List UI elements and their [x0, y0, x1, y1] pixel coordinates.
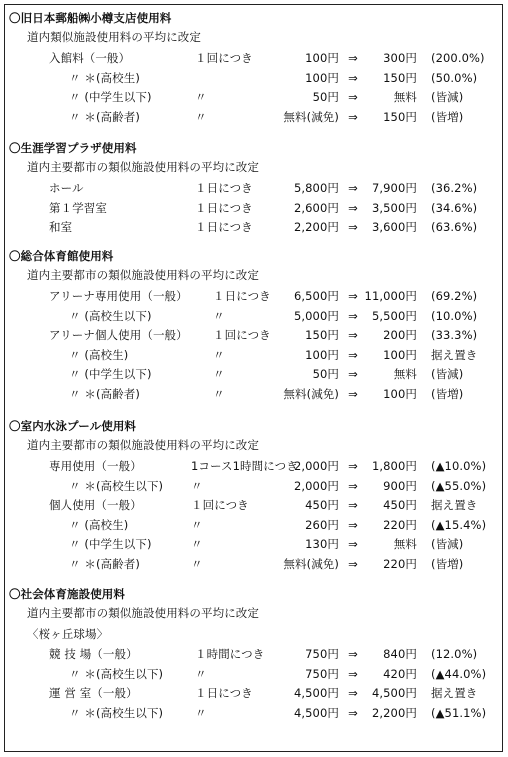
arrow-icon: ⇒: [348, 478, 358, 493]
arrow-icon: ⇒: [348, 289, 358, 303]
fee-category: 〃 ＊(高齢者): [69, 387, 140, 401]
change-rate: (10.0%): [431, 308, 478, 323]
section-subtitle: 道内類似施設使用料の平均に改定: [27, 30, 201, 44]
fee-revised: 840円: [383, 647, 417, 661]
fee-unit: １回につき: [191, 498, 249, 513]
fee-row: [5, 557, 502, 573]
arrow-icon: ⇒: [348, 459, 358, 473]
fee-category: 運 営 室（一般）: [49, 686, 138, 701]
fee-unit: 〃: [195, 705, 207, 720]
fee-category: 〃 ＊(高校生以下): [69, 705, 164, 720]
arrow-icon: ⇒: [348, 537, 358, 552]
section-subtitle: 道内主要都市の類似施設使用料の平均に改定: [27, 160, 259, 174]
fee-unit: 〃: [191, 537, 203, 552]
fee-unit: 〃: [213, 367, 225, 382]
change-rate: (皆減): [431, 537, 464, 552]
fee-current: 260円: [305, 517, 339, 532]
fee-current: 無料(減免): [283, 109, 339, 124]
fee-revised: 1,800円: [371, 459, 417, 473]
section-title: 〇社会体育施設使用料: [9, 587, 125, 601]
change-rate: (200.0%): [431, 51, 485, 65]
arrow-icon: ⇒: [348, 647, 358, 661]
fee-category: 競 技 場（一般）: [49, 647, 138, 661]
fee-current: 5,000円: [293, 308, 339, 323]
change-rate: (50.0%): [431, 70, 478, 85]
fee-row: [5, 537, 502, 553]
change-rate: (63.6%): [431, 220, 478, 235]
fee-revised: 7,900円: [371, 181, 417, 195]
fee-category: 〃 ＊(高齢者): [69, 557, 140, 571]
fee-revised: 220円: [383, 517, 417, 532]
fee-row: [5, 498, 502, 514]
fee-category: 〃 (高校生以下): [69, 308, 152, 323]
fee-unit: 〃: [195, 109, 207, 124]
fee-unit: 〃: [191, 517, 203, 532]
fee-revised: 無料: [393, 537, 417, 552]
fee-category: 個人使用（一般）: [49, 498, 142, 513]
fee-revised: 900円: [383, 478, 417, 493]
fee-revised: 150円: [383, 70, 417, 85]
fee-unit: 〃: [195, 90, 207, 105]
fee-row: [5, 328, 502, 344]
arrow-icon: ⇒: [348, 517, 358, 532]
fee-revised: 4,500円: [371, 686, 417, 701]
fee-revised: 200円: [383, 328, 417, 343]
fee-category: 〃 ＊(高校生以下): [69, 666, 164, 681]
fee-category: 第１学習室: [49, 200, 107, 215]
fee-row: [5, 90, 502, 106]
fee-row: [5, 387, 502, 403]
fee-current: 2,000円: [293, 478, 339, 493]
fee-current: 100円: [305, 51, 339, 65]
fee-revised: 420円: [383, 666, 417, 681]
arrow-icon: ⇒: [348, 666, 358, 681]
section-title: 〇旧日本郵船㈱小樽支店使用料: [9, 11, 172, 25]
fee-row: [5, 518, 502, 534]
change-rate: (皆減): [431, 90, 464, 105]
fee-category: アリーナ個人使用（一般）: [49, 328, 188, 343]
change-rate: (12.0%): [431, 647, 478, 661]
fee-category: アリーナ専用使用（一般）: [49, 289, 188, 303]
fee-row: [5, 686, 502, 702]
fee-revised: 100円: [383, 387, 417, 401]
fee-row: [5, 367, 502, 383]
change-rate: 据え置き: [431, 498, 478, 513]
arrow-icon: ⇒: [348, 705, 358, 720]
fee-current: 5,800円: [293, 181, 339, 195]
fee-revised: 300円: [383, 51, 417, 65]
fee-unit: １日につき: [195, 200, 253, 215]
arrow-icon: ⇒: [348, 367, 358, 382]
fee-revision-document: [4, 4, 503, 752]
fee-unit: 1コース1時間につき: [191, 459, 298, 473]
arrow-icon: ⇒: [348, 308, 358, 323]
fee-row: [5, 479, 502, 495]
fee-row: [5, 71, 502, 87]
fee-current: 50円: [312, 90, 339, 105]
fee-category: 〃 (高校生): [69, 517, 129, 532]
fee-revised: 3,600円: [371, 220, 417, 235]
change-rate: (▲15.4%): [431, 517, 487, 532]
fee-current: 2,000円: [293, 459, 339, 473]
change-rate: 据え置き: [431, 686, 478, 701]
fee-current: 150円: [305, 328, 339, 343]
fee-revised: 100円: [383, 347, 417, 362]
arrow-icon: ⇒: [348, 51, 358, 65]
fee-current: 2,200円: [293, 220, 339, 235]
fee-unit: １日につき: [213, 289, 271, 303]
fee-row: [5, 309, 502, 325]
fee-current: 450円: [305, 498, 339, 513]
arrow-icon: ⇒: [348, 90, 358, 105]
change-rate: (34.6%): [431, 200, 478, 215]
fee-row: [5, 459, 502, 475]
section-title: 〇室内水泳プール使用料: [9, 419, 137, 433]
fee-unit: 〃: [191, 478, 203, 493]
fee-current: 無料(減免): [283, 557, 339, 571]
fee-current: 50円: [312, 367, 339, 382]
fee-revised: 無料: [393, 367, 417, 382]
fee-unit: 〃: [213, 387, 225, 401]
fee-unit: １時間につき: [195, 647, 265, 661]
arrow-icon: ⇒: [348, 181, 358, 195]
fee-unit: １日につき: [195, 686, 253, 701]
section-subtitle: 道内主要都市の類似施設使用料の平均に改定: [27, 438, 259, 452]
arrow-icon: ⇒: [348, 557, 358, 571]
section-subtitle: 道内主要都市の類似施設使用料の平均に改定: [27, 606, 259, 620]
fee-unit: 〃: [195, 666, 207, 681]
fee-row: [5, 220, 502, 236]
fee-unit: １回につき: [195, 51, 253, 65]
fee-row: [5, 51, 502, 67]
fee-row: [5, 667, 502, 683]
fee-category: 入館料（一般）: [49, 51, 131, 65]
fee-row: [5, 348, 502, 364]
fee-current: 130円: [305, 537, 339, 552]
fee-category: 〃 ＊(高齢者): [69, 109, 140, 124]
fee-current: 100円: [305, 347, 339, 362]
fee-category: 〃 (高校生): [69, 347, 129, 362]
facility-heading: 〈桜ヶ丘球場〉: [27, 627, 109, 641]
section-title: 〇総合体育館使用料: [9, 249, 114, 263]
change-rate: (皆増): [431, 557, 464, 571]
fee-row: [5, 706, 502, 722]
fee-current: 2,600円: [293, 200, 339, 215]
fee-row: [5, 289, 502, 305]
fee-category: 〃 ＊(高校生以下): [69, 478, 164, 493]
arrow-icon: ⇒: [348, 347, 358, 362]
fee-unit: １日につき: [195, 181, 253, 195]
arrow-icon: ⇒: [348, 200, 358, 215]
fee-current: 750円: [305, 647, 339, 661]
change-rate: (皆減): [431, 367, 464, 382]
fee-revised: 無料: [393, 90, 417, 105]
fee-row: [5, 181, 502, 197]
section-subtitle: 道内主要都市の類似施設使用料の平均に改定: [27, 268, 259, 282]
fee-current: 4,500円: [293, 686, 339, 701]
arrow-icon: ⇒: [348, 220, 358, 235]
fee-current: 750円: [305, 666, 339, 681]
fee-revised: 5,500円: [371, 308, 417, 323]
fee-current: 6,500円: [293, 289, 339, 303]
change-rate: (▲55.0%): [431, 478, 487, 493]
fee-row: [5, 647, 502, 663]
fee-category: 〃 (中学生以下): [69, 537, 152, 552]
arrow-icon: ⇒: [348, 109, 358, 124]
change-rate: (▲10.0%): [431, 459, 487, 473]
fee-revised: 450円: [383, 498, 417, 513]
fee-current: 100円: [305, 70, 339, 85]
fee-current: 無料(減免): [283, 387, 339, 401]
change-rate: (▲44.0%): [431, 666, 487, 681]
arrow-icon: ⇒: [348, 498, 358, 513]
fee-unit: １回につき: [213, 328, 271, 343]
fee-revised: 150円: [383, 109, 417, 124]
fee-current: 4,500円: [293, 705, 339, 720]
change-rate: (▲51.1%): [431, 705, 487, 720]
fee-row: [5, 201, 502, 217]
fee-category: ホール: [49, 181, 84, 195]
fee-category: 和室: [49, 220, 73, 235]
fee-category: 専用使用（一般）: [49, 459, 142, 473]
fee-unit: 〃: [213, 347, 225, 362]
fee-revised: 3,500円: [371, 200, 417, 215]
arrow-icon: ⇒: [348, 328, 358, 343]
fee-unit: 〃: [191, 557, 203, 571]
arrow-icon: ⇒: [348, 686, 358, 701]
fee-row: [5, 110, 502, 126]
change-rate: (33.3%): [431, 328, 478, 343]
section-title: 〇生涯学習プラザ使用料: [9, 141, 137, 155]
arrow-icon: ⇒: [348, 387, 358, 401]
fee-category: 〃 (中学生以下): [69, 367, 152, 382]
fee-category: 〃 (中学生以下): [69, 90, 152, 105]
fee-revised: 11,000円: [364, 289, 417, 303]
change-rate: (36.2%): [431, 181, 478, 195]
fee-unit: 〃: [213, 308, 225, 323]
change-rate: (皆増): [431, 109, 464, 124]
fee-revised: 220円: [383, 557, 417, 571]
fee-category: 〃 ＊(高校生): [69, 70, 140, 85]
change-rate: 据え置き: [431, 347, 478, 362]
fee-revised: 2,200円: [371, 705, 417, 720]
fee-unit: １日につき: [195, 220, 253, 235]
arrow-icon: ⇒: [348, 70, 358, 85]
change-rate: (69.2%): [431, 289, 478, 303]
change-rate: (皆増): [431, 387, 464, 401]
